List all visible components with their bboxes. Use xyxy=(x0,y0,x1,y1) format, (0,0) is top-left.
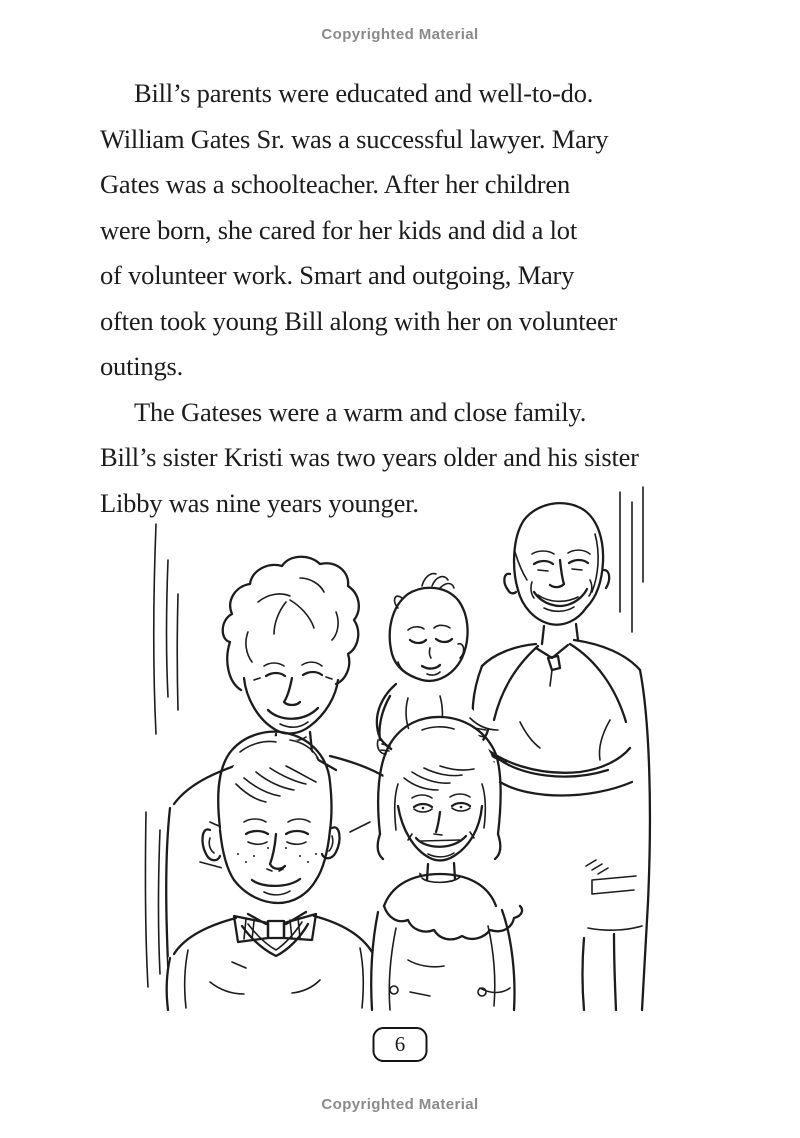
text-line: William Gates Sr. was a successful lawyer. Mary xyxy=(100,123,609,154)
gates-family-illustration xyxy=(140,482,660,1012)
gates-family-line-art xyxy=(140,482,660,1012)
text-line: outings. xyxy=(100,351,184,381)
page-number: 6 xyxy=(394,1032,406,1056)
text-line: of volunteer work. Smart and outgoing, Mary xyxy=(100,260,575,290)
text-line: Gates was a schoolteacher. After her children xyxy=(100,169,571,199)
body-text xyxy=(100,71,712,526)
text-line: Bill’s parents were educated and well-to-do. xyxy=(134,78,594,108)
page-number-box xyxy=(373,1027,428,1062)
copyright-notice-top: Copyrighted Material xyxy=(321,26,479,43)
text-line: The Gateses were a warm and close family. xyxy=(134,396,587,427)
text-line: were born, she cared for her kids and did a lot xyxy=(100,214,577,245)
text-line: Bill’s sister Kristi was two years older and his sister xyxy=(100,442,639,472)
text-line: Libby was nine years younger. xyxy=(100,487,419,518)
text-line: often took young Bill along with her on volunteer xyxy=(100,305,618,336)
copyright-notice-bottom: Copyrighted Material xyxy=(321,1096,479,1113)
